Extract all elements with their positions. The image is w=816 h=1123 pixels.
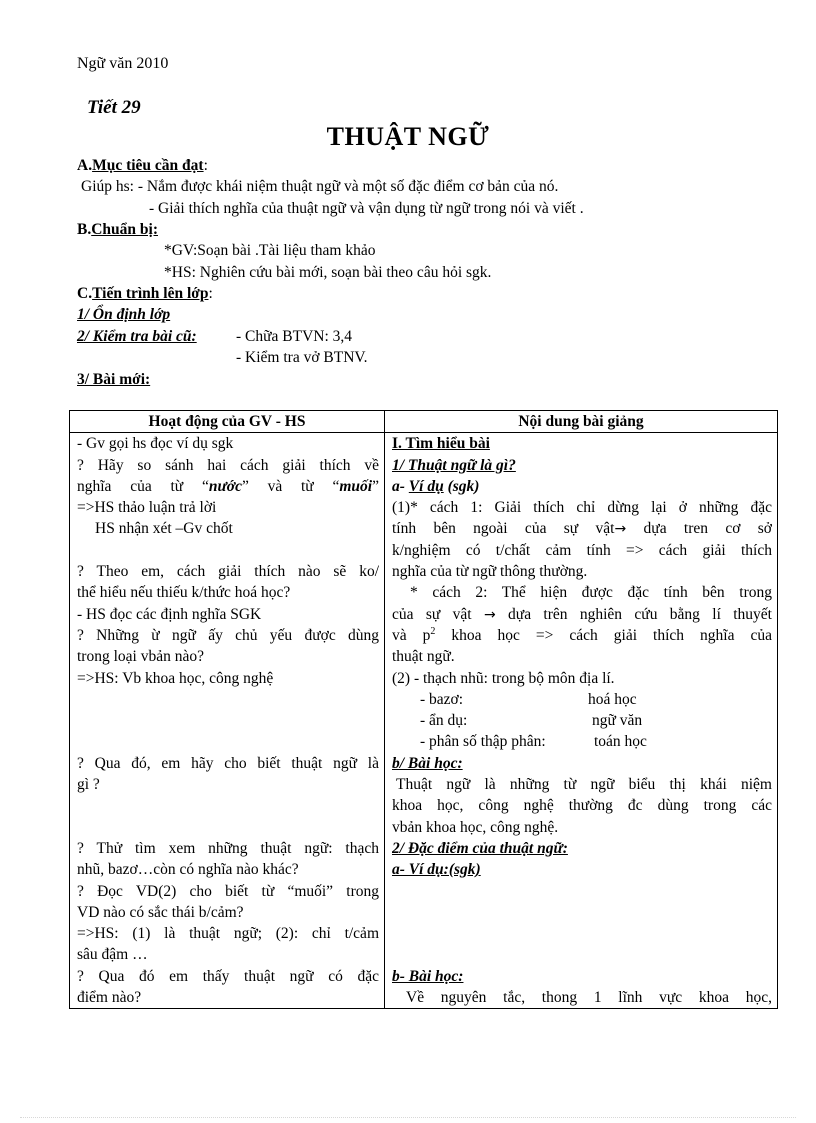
superscript: 2 [430, 625, 436, 637]
step-2-item-1: - Chữa BTVN: 3,4 [236, 328, 353, 345]
step-2: 2/ Kiểm tra bài cũ: [77, 328, 197, 345]
left-line: điểm nào? [77, 989, 142, 1007]
section-b-heading [77, 219, 158, 240]
left-line: =>HS thảo luận trả lời [77, 499, 217, 517]
section-a-label: Mục tiêu cần đạt [92, 157, 204, 174]
left-line: ? Những ừ ngữ ấy chủ yếu được dùng [77, 626, 379, 644]
section-b-prefix: B. [77, 221, 92, 238]
section-a-line1: Giúp hs: - Nắm được khái niệm thuật ngữ và một số đặc điểm cơ bản của nó. [81, 178, 559, 195]
section-b-line2: *HS: Nghiên cứu bài mới, soạn bài theo câu hỏi sgk. [164, 264, 492, 281]
word-nuoc: nước [208, 477, 242, 495]
text: - bazơ: [420, 690, 464, 708]
document-header: Ngữ văn 2010 [77, 55, 169, 72]
left-line: - Gv gọi hs đọc ví dụ sgk [77, 435, 234, 453]
text: dựa tren cơ sở [626, 520, 772, 538]
right-line: vbản khoa học, công nghệ. [392, 818, 559, 836]
text: ” và từ “ [241, 477, 340, 495]
section-c-heading [77, 283, 213, 304]
step-1: 1/ Ổn định lớp [77, 306, 171, 323]
left-line: ? Qua đó em thấy thuật ngữ có đặc [77, 967, 379, 985]
left-line: VD nào có sắc thái b/cảm? [77, 903, 244, 921]
right-line: b- Bài học: [392, 967, 464, 985]
right-line: Về nguyên tắc, thong 1 lĩnh vực khoa học, [406, 989, 772, 1007]
right-line: thuật ngữ. [392, 648, 455, 666]
section-a-heading [77, 155, 208, 176]
left-line: sâu đậm … [77, 946, 148, 964]
left-line: trong loại vbản nào? [77, 648, 204, 666]
right-line: I. Tìm hiểu bài [392, 435, 490, 453]
section-c-prefix: C. [77, 285, 93, 302]
right-line: (1)* cách 1: Giải thích chỉ dừng lại ở những đặc [392, 499, 772, 517]
right-line [392, 710, 772, 731]
teacher-student-activities [70, 433, 385, 1009]
section-a-suffix: : [203, 157, 208, 174]
text: ” [372, 477, 379, 495]
left-line: HS nhận xét –Gv chốt [95, 520, 233, 538]
spacer [77, 689, 379, 710]
right-line: k/nghiệm có t/chất cảm tính => cách giải thích [392, 541, 772, 559]
right-line [392, 689, 772, 710]
right-line [392, 625, 772, 646]
spacer [77, 710, 379, 731]
right-line [392, 604, 772, 625]
right-line [392, 731, 772, 752]
table-header-row [70, 411, 778, 433]
col1-header: Hoạt động của GV - HS [70, 411, 385, 433]
spacer [392, 881, 772, 902]
lesson-number: Tiết 29 [87, 97, 141, 118]
spacer [392, 944, 772, 965]
text: hoá học [588, 690, 637, 708]
right-line: b/ Bài học: [392, 754, 463, 772]
text: - ẩn dụ: [420, 712, 468, 730]
left-line: =>HS: Vb khoa học, công nghệ [77, 669, 274, 687]
lesson-content [385, 433, 778, 1009]
text: dựa trên nghiên cứu bằng lí thuyết [495, 605, 772, 623]
lesson-table [69, 410, 778, 1009]
step-2-item-2: - Kiểm tra vở BTNV. [236, 349, 368, 366]
spacer [77, 795, 379, 816]
word-muoi: muối [339, 477, 373, 495]
right-line [392, 518, 772, 539]
text: Ví dụ [408, 477, 444, 495]
left-line: thể hiểu nếu thiếu k/thức hoá học? [77, 584, 291, 602]
spacer [392, 923, 772, 944]
left-line: ? Qua đó, em hãy cho biết thuật ngữ là [77, 754, 379, 772]
arrow-icon: → [614, 521, 627, 538]
left-line: ? Theo em, cách giải thích nào sẽ ko/ [77, 563, 379, 581]
text: a- [392, 477, 409, 495]
text: toán học [594, 733, 647, 751]
section-a-prefix: A. [77, 157, 93, 174]
section-b-line1: *GV:Soạn bài .Tài liệu tham khảo [164, 242, 376, 259]
left-line: =>HS: (1) là thuật ngữ; (2): chỉ t/cảm [77, 925, 379, 943]
table-body-row [70, 433, 778, 1009]
text: ngữ văn [592, 712, 643, 730]
right-line: (2) - thạch nhũ: trong bộ môn địa lí. [392, 669, 615, 687]
text: - phân số thập phân: [420, 733, 546, 751]
right-line: nghĩa của từ ngữ thông thường. [392, 563, 588, 581]
right-line: a- Ví dụ:(sgk) [392, 861, 481, 879]
right-line: 1/ Thuật ngữ là gì? [392, 456, 516, 474]
text: khoa học => cách giải thích nghĩa của [435, 626, 772, 644]
left-line: ? Thử tìm xem những thuật ngữ: thạch [77, 839, 379, 857]
spacer [77, 817, 379, 838]
right-line: Thuật ngữ là những từ ngữ biểu thị khái niệm [396, 776, 772, 794]
spacer [77, 731, 379, 752]
text: tính bên ngoài của sự vật [392, 520, 615, 538]
left-line: ? Hãy so sánh hai cách giải thích về [77, 456, 379, 474]
text: (sgk) [443, 477, 480, 495]
section-c-suffix: : [208, 285, 213, 302]
right-line: khoa học, công nghệ thường đc dùng trong các [392, 797, 772, 815]
section-b-label: Chuẩn bị: [91, 221, 158, 238]
text: và p [392, 626, 431, 644]
step-3: 3/ Bài mới: [77, 371, 151, 388]
left-line: ? Đọc VD(2) cho biết từ “muối” trong [77, 882, 379, 900]
left-line [77, 476, 379, 497]
spacer [392, 902, 772, 923]
text: của sự vật [392, 605, 484, 623]
left-line: - HS đọc các định nghĩa SGK [77, 605, 262, 623]
page-title: THUẬT NGỮ [326, 122, 490, 151]
text: nghĩa của từ “ [77, 477, 209, 495]
section-a-line2: - Giải thích nghĩa của thuật ngữ và vận dụng từ ngữ trong nói và viết . [149, 200, 584, 217]
left-line: gì ? [77, 776, 100, 794]
arrow-icon: → [483, 606, 496, 623]
left-line: nhũ, bazơ…còn có nghĩa nào khác? [77, 861, 299, 879]
right-line: 2/ Đặc điểm của thuật ngữ: [392, 839, 568, 857]
right-line: * cách 2: Thể hiện được đặc tính bên trong [410, 584, 772, 602]
spacer [77, 540, 379, 561]
page-footer-divider [20, 1117, 796, 1118]
section-c-label: Tiến trình lên lớp [92, 285, 209, 302]
right-line [392, 476, 772, 497]
col2-header: Nội dung bài giảng [385, 411, 778, 433]
